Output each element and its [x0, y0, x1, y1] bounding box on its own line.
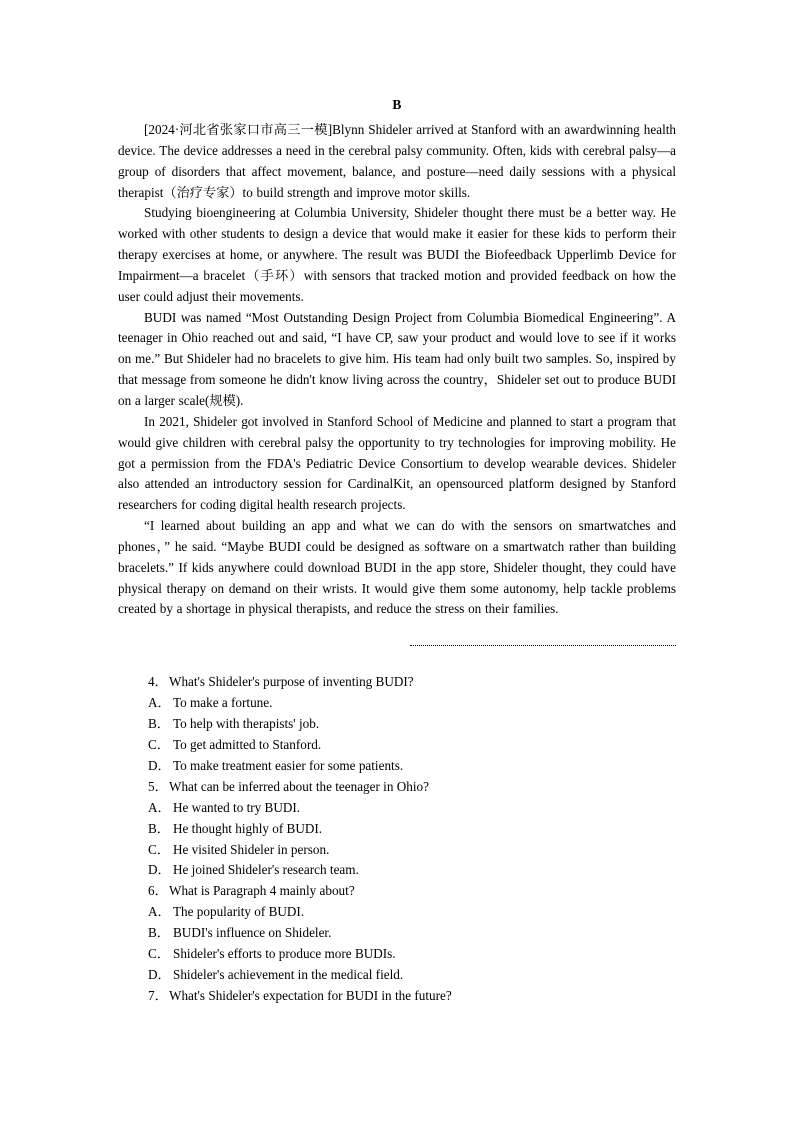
option-label: D．: [148, 757, 171, 773]
question-item[interactable]: [148, 881, 676, 902]
passage-paragraph: BUDI was named “Most Outstanding Design Project from Columbia Biomedical Engineering”. A teenager in Ohio reached out and said, “I have CP, saw your product and would love to see if it works on me.” But Shideler had no bracelets to give him. His team had only built two samples. So, inspired by that message from someone he didn't know living across the country，Shideler set out to produce BUDI on a larger scale(规模).: [118, 309, 676, 408]
question-number: 6．: [148, 883, 168, 899]
option-label: C．: [148, 736, 170, 752]
option-text: BUDI's influence on Shideler.: [173, 925, 332, 941]
option-item[interactable]: [148, 923, 676, 944]
option-text: Shideler's efforts to produce more BUDIs.: [173, 946, 396, 962]
option-text: He wanted to try BUDI.: [173, 799, 301, 815]
passage-paragraph: “I learned about building an app and what we can do with the sensors on smartwatches and phones，” he said. “Maybe BUDI could be designed as software on a smartwatch rather than building bracelets.” If kids anywhere could download BUDI in the app store, Shideler thought, they could have physical therapy on demand on their wrists. It would give them some autonomy, help tackle problems created by a shortage in physical therapists, and reduce the stress on their families.: [118, 518, 676, 617]
option-label: A．: [148, 799, 171, 815]
option-label: B．: [148, 925, 170, 941]
option-label: D．: [148, 862, 171, 878]
passage-paragraph: Studying bioengineering at Columbia University, Shideler thought there must be a better way. He worked with other students to design a device that would make it easier for these kids to perform their therapy exercises at home, or anywhere. The result was BUDI the Biofeedback Upperlimb Device for Impairment—a bracelet（手环）with sensors that tracked motion and provided feedback on how the user could adjust their movements.: [118, 205, 676, 304]
question-number: 7．: [148, 987, 168, 1003]
option-text: To get admitted to Stanford.: [173, 736, 322, 752]
question-stem: What's Shideler's expectation for BUDI in the future?: [169, 987, 452, 1003]
section-divider-wrap: [118, 634, 676, 658]
passage-body: [118, 120, 676, 620]
option-text: To make a fortune.: [173, 695, 273, 711]
question-item[interactable]: [148, 672, 676, 693]
option-text: Shideler's achievement in the medical field.: [173, 966, 404, 982]
option-item[interactable]: [148, 965, 676, 986]
option-label: C．: [148, 841, 170, 857]
question-number: 4．: [148, 674, 168, 690]
question-number: 5．: [148, 778, 168, 794]
option-label: B．: [148, 820, 170, 836]
question-item[interactable]: [148, 777, 676, 798]
option-item[interactable]: [148, 756, 676, 777]
question-item[interactable]: [148, 986, 676, 1007]
option-item[interactable]: [148, 860, 676, 881]
question-stem: What's Shideler's purpose of inventing BUDI?: [169, 674, 414, 690]
option-label: A．: [148, 695, 171, 711]
option-text: The popularity of BUDI.: [173, 904, 305, 920]
document-page: [118, 0, 676, 1007]
option-text: To make treatment easier for some patients.: [173, 757, 404, 773]
section-heading: B: [392, 97, 402, 112]
option-item[interactable]: [148, 819, 676, 840]
option-label: B．: [148, 716, 170, 732]
option-item[interactable]: [148, 693, 676, 714]
option-label: C．: [148, 946, 170, 962]
option-text: He thought highly of BUDI.: [173, 820, 323, 836]
option-item[interactable]: [148, 798, 676, 819]
option-item[interactable]: [148, 944, 676, 965]
option-label: D．: [148, 966, 171, 982]
dotted-divider: [410, 645, 676, 647]
option-text: To help with therapists' job.: [173, 716, 320, 732]
option-item[interactable]: [148, 714, 676, 735]
option-label: A．: [148, 904, 171, 920]
option-text: He joined Shideler's research team.: [173, 862, 359, 878]
question-stem: What is Paragraph 4 mainly about?: [169, 883, 355, 899]
passage-paragraph: [2024·河北省张家口市高三一模]Blynn Shideler arrived at Stanford with an awardwinning health device. The device addresses a need in the cerebral palsy community. Often, kids with cerebral palsy—a group of disorders that affect movement, balance, and posture—need daily sessions with a physical therapist（治疗专家）to build strength and improve motor skills.: [118, 122, 676, 200]
questions-list: [118, 672, 676, 1007]
option-item[interactable]: [148, 735, 676, 756]
option-item[interactable]: [148, 840, 676, 861]
option-text: He visited Shideler in person.: [173, 841, 330, 857]
passage-paragraph: In 2021, Shideler got involved in Stanford School of Medicine and planned to start a program that would give children with cerebral palsy the opportunity to try technologies for improving mobility. He got a permission from the FDA's Pediatric Device Consortium to develop wearable devices. Shideler also attended an introductory session for CardinalKit, an opensourced platform designed by Stanford researchers for coding digital health research projects.: [118, 413, 676, 513]
option-item[interactable]: [148, 902, 676, 923]
question-stem: What can be inferred about the teenager in Ohio?: [169, 778, 429, 794]
